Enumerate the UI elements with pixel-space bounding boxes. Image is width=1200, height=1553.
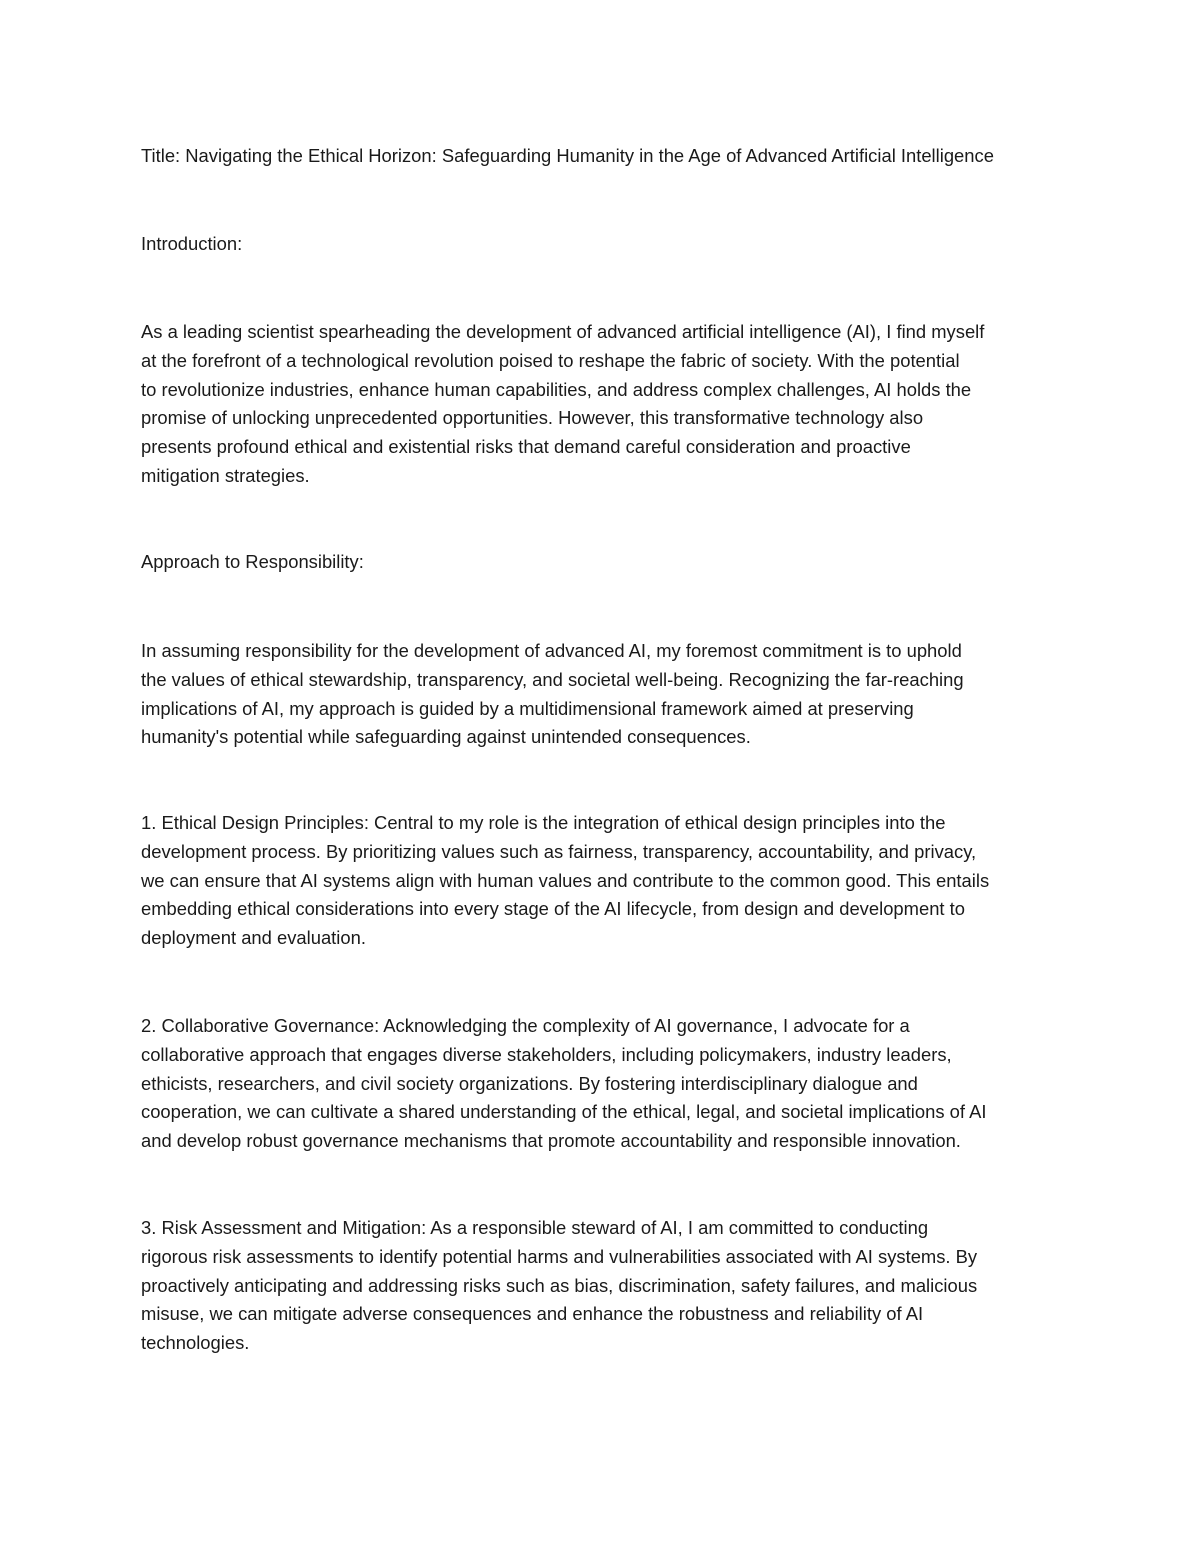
paragraph-line: misuse, we can mitigate adverse consequences and enhance the robustness and reliability of AI [141,1303,924,1325]
introduction-paragraph [141,318,1071,491]
paragraph-line: embedding ethical considerations into every stage of the AI lifecycle, from design and development to [141,898,965,920]
paragraph-line: In assuming responsibility for the development of advanced AI, my foremost commitment is to uphold [141,640,962,661]
point-1-paragraph [141,809,1071,953]
paragraph-line: development process. By prioritizing values such as fairness, transparency, accountability, and privacy, [141,840,977,862]
paragraph-line: technologies. [141,1332,250,1354]
title-line: Title: Navigating the Ethical Horizon: Safeguarding Humanity in the Age of Advanced Artificial Intelligence [141,145,994,166]
paragraph-line: promise of unlocking unprecedented opportunities. However, this transformative technology also [141,407,924,429]
paragraph-line: deployment and evaluation. [141,927,366,949]
heading-line: Introduction: [141,233,243,254]
paragraph-line: rigorous risk assessments to identify potential harms and vulnerabilities associated with AI systems. By [141,1245,978,1267]
approach-heading [141,548,1071,577]
paragraph-line: the values of ethical stewardship, transparency, and societal well-being. Recognizing the far-reaching [141,668,964,690]
document-title [141,142,1071,171]
heading-line: Approach to Responsibility: [141,551,364,572]
paragraph-line: implications of AI, my approach is guided by a multidimensional framework aimed at preserving [141,697,914,719]
paragraph-line: 1. Ethical Design Principles: Central to my role is the integration of ethical design principles into the [141,812,946,833]
paragraph-line: 3. Risk Assessment and Mitigation: As a responsible steward of AI, I am committed to conducting [141,1217,929,1238]
paragraph-line: proactively anticipating and addressing risks such as bias, discrimination, safety failures, and malicious [141,1274,978,1296]
paragraph-line: at the forefront of a technological revolution poised to reshape the fabric of society. With the potential [141,349,960,371]
paragraph-line: 2. Collaborative Governance: Acknowledging the complexity of AI governance, I advocate for a [141,1015,910,1036]
paragraph-line: to revolutionize industries, enhance human capabilities, and address complex challenges, AI holds the [141,378,972,400]
paragraph-line: and develop robust governance mechanisms that promote accountability and responsible innovation. [141,1130,961,1152]
paragraph-line: we can ensure that AI systems align with human values and contribute to the common good. This entails [141,869,990,891]
paragraph-line: presents profound ethical and existential risks that demand careful consideration and proactive [141,436,911,458]
point-2-paragraph [141,1012,1071,1156]
paragraph-line: cooperation, we can cultivate a shared understanding of the ethical, legal, and societal implications of AI [141,1101,987,1123]
paragraph-line: collaborative approach that engages diverse stakeholders, including policymakers, industry leaders, [141,1043,952,1065]
paragraph-line: As a leading scientist spearheading the development of advanced artificial intelligence (AI), I find myself [141,321,985,342]
paragraph-line: humanity's potential while safeguarding against unintended consequences. [141,726,751,748]
introduction-heading [141,230,1071,259]
paragraph-line: mitigation strategies. [141,464,310,486]
paragraph-line: ethicists, researchers, and civil society organizations. By fostering interdisciplinary dialogue and [141,1072,918,1094]
point-3-paragraph [141,1214,1071,1358]
approach-paragraph [141,637,1071,752]
